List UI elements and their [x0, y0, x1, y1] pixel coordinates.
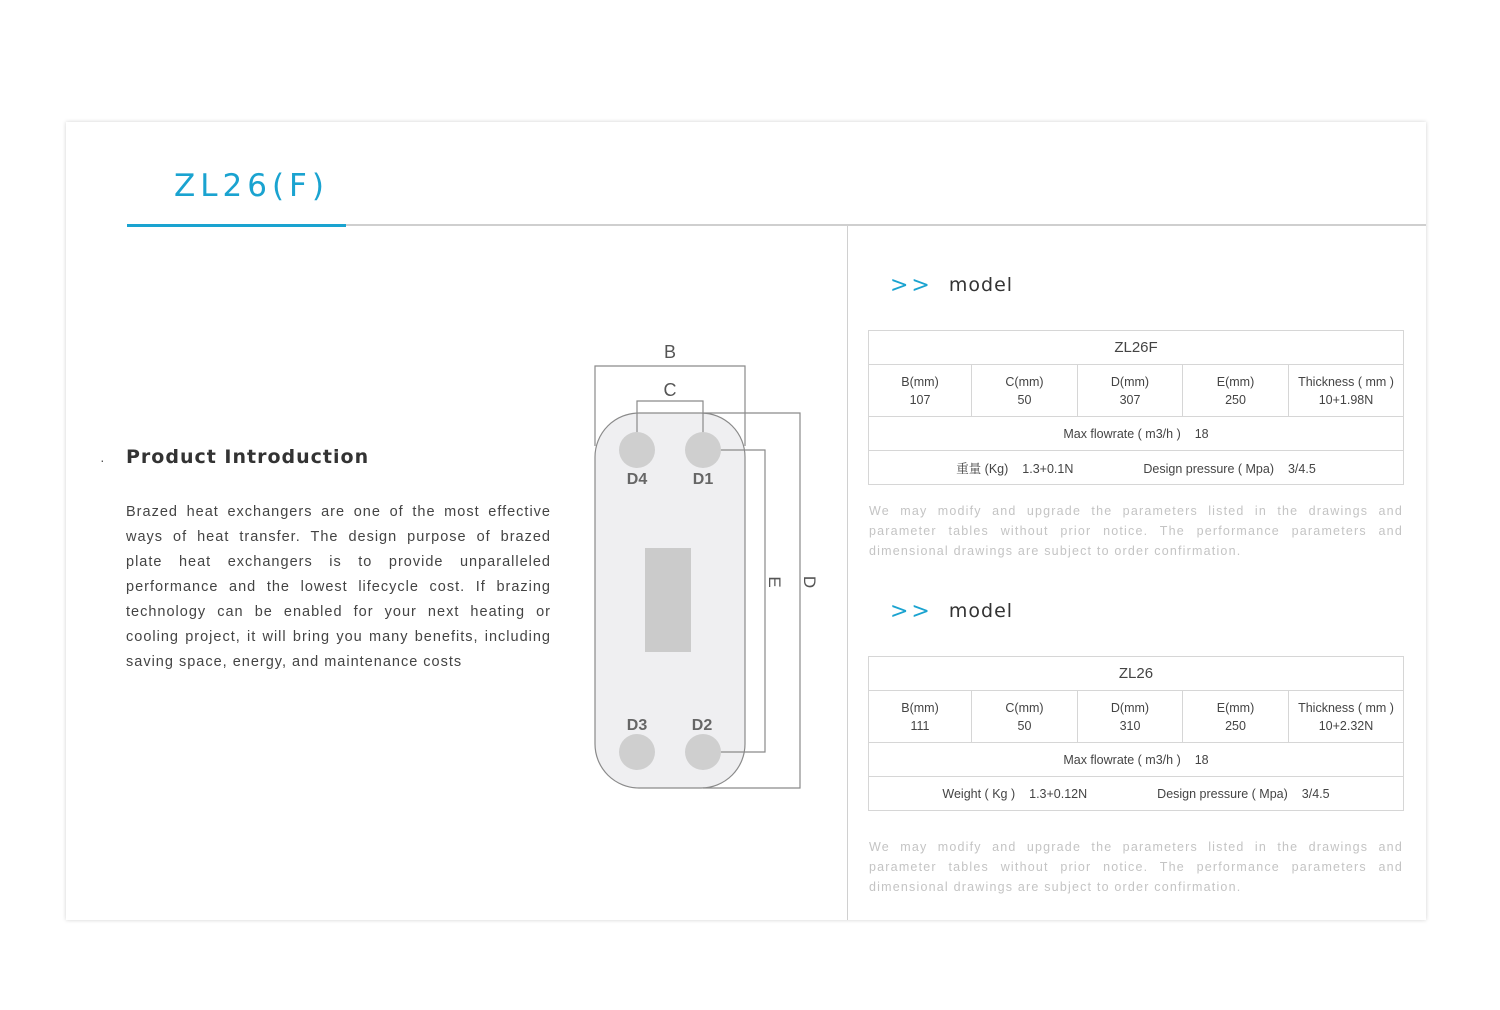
intro-paragraph: Brazed heat exchangers are one of the most effective ways of heat transfer. The design purpose of brazed plate heat exchangers is to provide unparalleled performance and the lowest lifecycle cost. If brazing technology can be enabled for your next heating or cooling project, it will bring you many benefits, including saving space, energy, and maintenance costs [126, 504, 551, 670]
page-title: ZL26(F) [174, 168, 329, 204]
double-chevron-icon: >> [890, 272, 933, 298]
model-heading-label: model [948, 274, 1014, 296]
intro-heading: Product Introduction [126, 446, 370, 468]
spec-table-title: ZL26 [869, 657, 1404, 691]
dimension-e-label: E [765, 576, 784, 588]
spec-table-zl26 [868, 656, 1404, 811]
dimension-c-label: C [663, 380, 677, 400]
bullet-icon: · [100, 452, 105, 468]
product-card [66, 122, 1426, 920]
spec-cell-c: C(mm) 50 [972, 365, 1078, 417]
spec-cell-b: B(mm) 111 [869, 691, 972, 743]
spec-cell-b: B(mm) 107 [869, 365, 972, 417]
model-heading-1 [890, 272, 1013, 298]
port-d4-label: D4 [626, 471, 648, 488]
spec-cell-e: E(mm) 250 [1183, 365, 1289, 417]
port-d4 [619, 432, 655, 468]
spec-cell-d: D(mm) 307 [1078, 365, 1183, 417]
spec-cell-e: E(mm) 250 [1183, 691, 1289, 743]
spec-notice-1: We may modify and upgrade the parameters listed in the drawings and parameter tables without prior notice. The performance parameters and dimensional drawings are subject to order confirmation. [869, 504, 1403, 558]
spec-cell-thickness: Thickness ( mm ) 10+1.98N [1289, 365, 1404, 417]
spec-table-title: ZL26F [869, 331, 1404, 365]
spec-flowrate-row: Max flowrate ( m3/h ) 18 [869, 417, 1404, 451]
port-d1 [685, 432, 721, 468]
spec-cell-d: D(mm) 310 [1078, 691, 1183, 743]
model-heading-label: model [948, 600, 1014, 622]
dimension-d-label: D [800, 575, 819, 589]
spec-weight-pressure-row: Weight ( Kg ) 1.3+0.12N Design pressure ( Mpa) 3/4.5 [869, 777, 1404, 811]
spec-cell-thickness: Thickness ( mm ) 10+2.32N [1289, 691, 1404, 743]
dimension-b-label: B [663, 342, 677, 362]
plate-center-window [645, 548, 691, 652]
port-d3-label: D3 [626, 717, 648, 734]
title-accent-bar [127, 224, 346, 227]
spec-weight-pressure-row: 重量 (Kg) 1.3+0.1N Design pressure ( Mpa) 3/4.5 [869, 451, 1404, 485]
spec-cell-c: C(mm) 50 [972, 691, 1078, 743]
plate-dimension-diagram [586, 342, 819, 802]
port-d3 [619, 734, 655, 770]
port-d1-label: D1 [692, 471, 714, 488]
double-chevron-icon: >> [890, 598, 933, 624]
port-d2-label: D2 [691, 717, 713, 734]
port-d2 [685, 734, 721, 770]
model-heading-2 [890, 598, 1013, 624]
spec-table-zl26f [868, 330, 1404, 485]
column-divider [847, 226, 848, 920]
spec-notice-2: We may modify and upgrade the parameters listed in the drawings and parameter tables without prior notice. The performance parameters and dimensional drawings are subject to order confirmation. [869, 840, 1403, 894]
spec-flowrate-row: Max flowrate ( m3/h ) 18 [869, 743, 1404, 777]
